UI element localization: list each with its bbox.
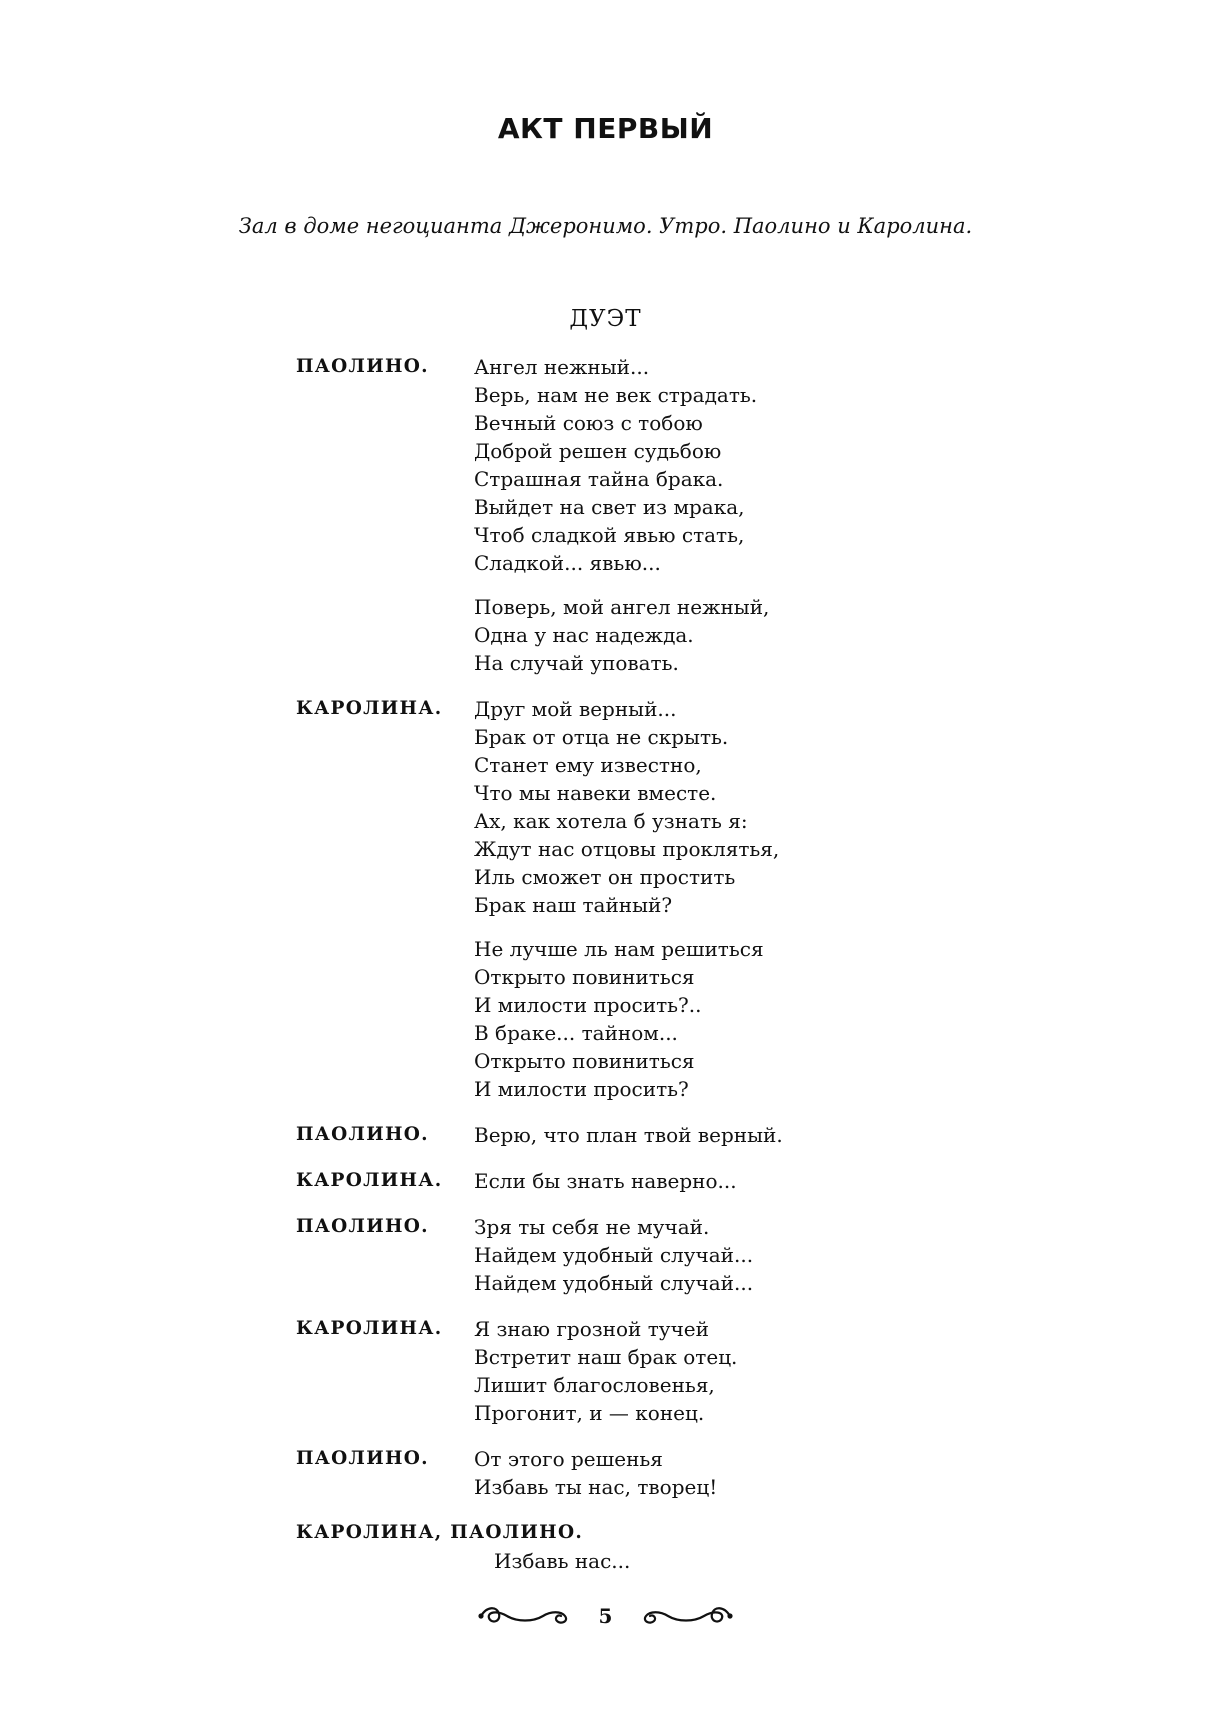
- flourish-right-icon: [638, 1602, 734, 1630]
- speech: [296, 353, 996, 677]
- verse-line: Открыто повиниться: [474, 965, 695, 989]
- verse-line: Лишит благословенья,: [474, 1373, 715, 1397]
- verse-line: Верю, что план твой верный.: [474, 1123, 783, 1147]
- stanza: [474, 935, 996, 1103]
- speaker-name: ПАОЛИНО.: [296, 1124, 429, 1145]
- speech-lines: [474, 353, 996, 677]
- verse-line: Прогонит, и — конец.: [474, 1401, 705, 1425]
- speaker-name: КАРОЛИНА.: [296, 1170, 443, 1191]
- verse-line: Чтоб сладкой явью стать,: [474, 523, 745, 547]
- verse-line: Что мы навеки вместе.: [474, 781, 717, 805]
- verse-line: Ждут нас отцовы проклятья,: [474, 837, 780, 861]
- speech: [296, 1213, 996, 1297]
- dialogue: [296, 353, 996, 1575]
- verse-line: Одна у нас надежда.: [474, 623, 694, 647]
- verse-line: Друг мой верный...: [474, 697, 677, 721]
- verse-line: Избавь ты нас, творец!: [474, 1475, 718, 1499]
- page-number: 5: [598, 1604, 613, 1628]
- stanza: [474, 1213, 996, 1297]
- speech: [296, 1121, 996, 1149]
- verse-line: Встретит наш брак отец.: [474, 1345, 738, 1369]
- act-title: АКТ ПЕРВЫЙ: [497, 112, 714, 145]
- stage-direction: Зал в доме негоцианта Джеронимо. Утро. Паолино и Каролина.: [238, 214, 973, 238]
- stanza: [474, 1121, 996, 1149]
- verse-line: От этого решенья: [474, 1447, 663, 1471]
- verse-line: Брак наш тайный?: [474, 893, 673, 917]
- page-footer: [0, 1596, 1211, 1636]
- speaker-name: КАРОЛИНА.: [296, 698, 443, 719]
- stanza: [474, 1445, 996, 1501]
- joint-speaker: КАРОЛИНА, ПАОЛИНО.: [296, 1522, 584, 1543]
- verse-line: В браке... тайном...: [474, 1021, 678, 1045]
- verse-line: Ах, как хотела б узнать я:: [474, 809, 748, 833]
- verse-line: Сладкой... явью...: [474, 551, 661, 575]
- speech-lines: [474, 695, 996, 1103]
- verse-line: Выйдет на свет из мрака,: [474, 495, 745, 519]
- stanza: [474, 353, 996, 577]
- verse-line: Станет ему известно,: [474, 753, 702, 777]
- verse-line: Если бы знать наверно...: [474, 1169, 737, 1193]
- joint-line: Избавь нас...: [494, 1549, 631, 1573]
- verse-line: Найдем удобный случай...: [474, 1271, 754, 1295]
- speaker-name: КАРОЛИНА.: [296, 1318, 443, 1339]
- verse-line: Брак от отца не скрыть.: [474, 725, 729, 749]
- stanza: [474, 1167, 996, 1195]
- verse-line: На случай уповать.: [474, 651, 679, 675]
- verse-line: И милости просить?..: [474, 993, 702, 1017]
- speech-list: [296, 353, 996, 1501]
- speech-lines: [474, 1167, 996, 1195]
- speech: [296, 1315, 996, 1427]
- speech-lines: [474, 1213, 996, 1297]
- verse-line: Страшная тайна брака.: [474, 467, 724, 491]
- verse-line: И милости просить?: [474, 1077, 689, 1101]
- speaker-name: ПАОЛИНО.: [296, 1448, 429, 1469]
- verse-line: Верь, нам не век страдать.: [474, 383, 758, 407]
- verse-line: Зря ты себя не мучай.: [474, 1215, 710, 1239]
- joint-speech: [296, 1519, 996, 1575]
- verse-line: Не лучше ль нам решиться: [474, 937, 764, 961]
- verse-line: Ангел нежный...: [474, 355, 650, 379]
- speaker-name: ПАОЛИНО.: [296, 356, 429, 377]
- speech-lines: [474, 1315, 996, 1427]
- stanza: [474, 593, 996, 677]
- verse-line: Найдем удобный случай...: [474, 1243, 754, 1267]
- verse-line: Доброй решен судьбою: [474, 439, 722, 463]
- verse-line: Иль сможет он простить: [474, 865, 736, 889]
- verse-line: Открыто повиниться: [474, 1049, 695, 1073]
- speech: [296, 1445, 996, 1501]
- speech: [296, 1167, 996, 1195]
- verse-line: Вечный союз с тобою: [474, 411, 703, 435]
- stanza: [474, 695, 996, 919]
- section-title: ДУЭТ: [569, 306, 642, 332]
- verse-line: Я знаю грозной тучей: [474, 1317, 709, 1341]
- stanza: [474, 1315, 996, 1427]
- speech: [296, 695, 996, 1103]
- speech-lines: [474, 1445, 996, 1501]
- speech-lines: [474, 1121, 996, 1149]
- verse-line: Поверь, мой ангел нежный,: [474, 595, 770, 619]
- flourish-left-icon: [477, 1602, 573, 1630]
- speaker-name: ПАОЛИНО.: [296, 1216, 429, 1237]
